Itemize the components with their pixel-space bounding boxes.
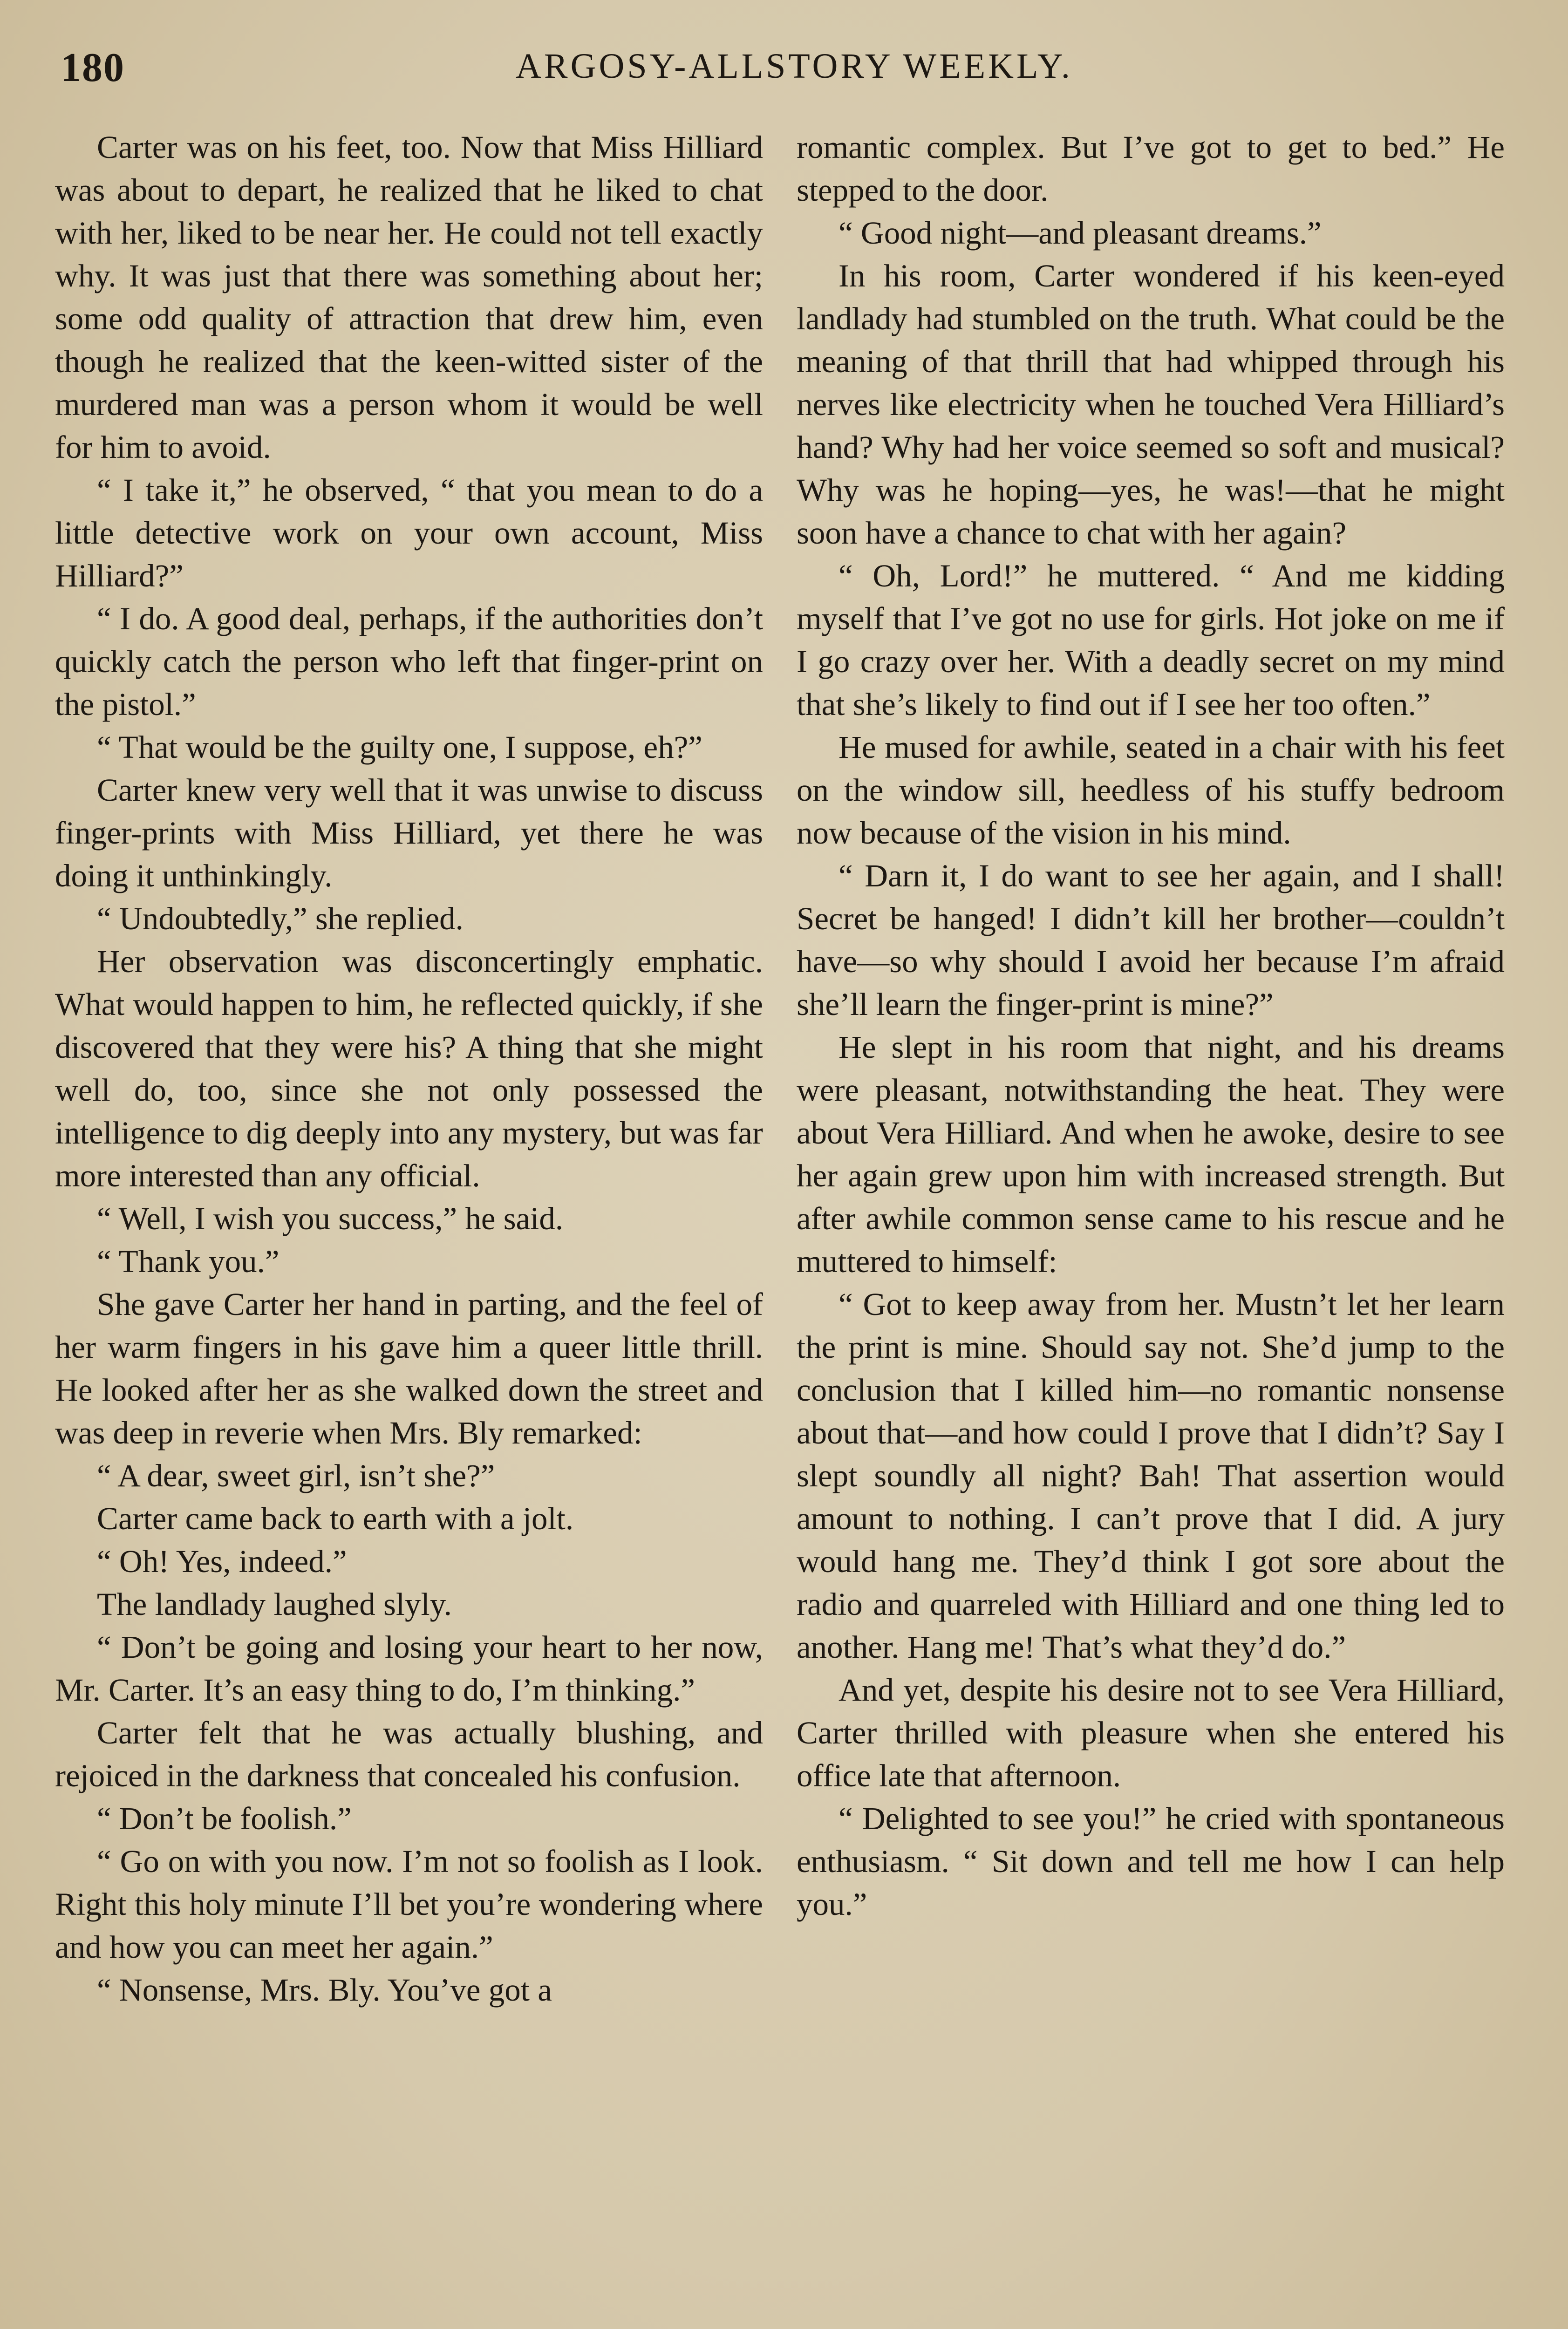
paragraph: “ Got to keep away from her. Mustn’t let her learn the print is mine. Should say not. She’d jump to the conclusion that I killed him—no romantic nonsense about that—and how could I prove that I didn’t? Say I slept soundly all night? Bah! That assertion would amount to nothing. I can’t prove that I did. A jury would hang me. They’d think I got sore about the radio and quarreled with Hilliard and one thing led to another. Hang me! That’s what they’d do.” [797, 1287, 1505, 1665]
paragraph: The landlady laughed slyly. [97, 1587, 452, 1622]
paragraph: “ Darn it, I do want to see her again, and I shall! Secret be hanged! I didn’t kill her brother—couldn’t have—so why should I avoid her because I’m afraid she’ll learn the finger-print is mine?” [797, 858, 1505, 1022]
paragraph: “ Well, I wish you success,” he said. [97, 1201, 564, 1236]
paragraph: He mused for awhile, seated in a chair with his feet on the window sill, heedless of his stuffy bedroom now because of the vision in his mind. [797, 729, 1505, 851]
paragraph: “ Nonsense, Mrs. Bly. You’ve got a [97, 1972, 552, 2008]
paragraph: “ Good night—and pleasant dreams.” [839, 215, 1322, 251]
paragraph: “ Oh, Lord!” he muttered. “ And me kidding myself that I’ve got no use for girls. Hot joke on me if I go crazy over her. With a deadly secret on my mind that she’s likely to find out if I see her too often.” [797, 558, 1505, 722]
page-number: 180 [61, 45, 125, 90]
paragraph: “ Go on with you now. I’m not so foolish as I look. Right this holy minute I’ll bet you’re wondering where and how you can meet her again.” [55, 1844, 763, 1965]
paragraph: Her observation was disconcertingly emphatic. What would happen to him, he reflected quickly, if she discovered that they were his? A thing that she might well do, too, since she not only possessed the intelligence to dig deeply into any mystery, but was far more interested than any official. [55, 944, 763, 1193]
paragraph: “ A dear, sweet girl, isn’t she?” [97, 1458, 495, 1493]
paragraph: “ Don’t be foolish.” [97, 1801, 352, 1836]
paragraph: And yet, despite his desire not to see Vera Hilliard, Carter thrilled with pleasure when she entered his office late that afternoon. [797, 1672, 1505, 1793]
paragraph: Carter came back to earth with a jolt. [97, 1501, 574, 1536]
paragraph: “ I do. A good deal, perhaps, if the authorities don’t quickly catch the person who left that finger-print on the pistol.” [55, 601, 763, 722]
paragraph-continuation: romantic complex. But I’ve got to get to bed.” He stepped to the door. [797, 129, 1505, 208]
left-column [55, 126, 763, 2011]
right-column [797, 126, 1505, 1926]
paragraph: She gave Carter her hand in parting, and the feel of her warm fingers in his gave him a queer little thrill. He looked after her as she walked down the street and was deep in reverie when Mrs. Bly remarked: [55, 1287, 763, 1451]
paragraph: “ Don’t be going and losing your heart to her now, Mr. Carter. It’s an easy thing to do, I’m thinking.” [55, 1629, 763, 1708]
paragraph: In his room, Carter wondered if his keen-eyed landlady had stumbled on the truth. What could be the meaning of that thrill that had whipped through his nerves like electricity when he touched Vera Hilliard’s hand? Why had her voice seemed so soft and musical? Why was he hoping—yes, he was!—that he might soon have a chance to chat with her again? [797, 258, 1505, 551]
running-head: ARGOSY-ALLSTORY WEEKLY. [516, 47, 1073, 86]
paragraph: He slept in his room that night, and his dreams were pleasant, notwithstanding the heat. They were about Vera Hilliard. And when he awoke, desire to see her again grew upon him with increased strength. But after awhile common sense came to his rescue and he muttered to himself: [797, 1029, 1505, 1279]
paragraph: “ Oh! Yes, indeed.” [97, 1544, 347, 1579]
paragraph: “ Thank you.” [97, 1244, 280, 1279]
page-header [61, 44, 1528, 95]
paragraph: “ Undoubtedly,” she replied. [97, 901, 464, 936]
paragraph: “ That would be the guilty one, I suppose, eh?” [97, 729, 702, 765]
paragraph: “ Delighted to see you!” he cried with spontaneous enthusiasm. “ Sit down and tell me how I can help you.” [797, 1801, 1505, 1922]
paragraph: “ I take it,” he observed, “ that you mean to do a little detective work on your own account, Miss Hilliard?” [55, 472, 763, 593]
paragraph: Carter knew very well that it was unwise to discuss finger-prints with Miss Hilliard, yet there he was doing it unthinkingly. [55, 772, 763, 893]
paragraph: Carter felt that he was actually blushing, and rejoiced in the darkness that concealed his confusion. [55, 1715, 763, 1793]
paragraph: Carter was on his feet, too. Now that Miss Hilliard was about to depart, he realized that he liked to chat with her, liked to be near her. He could not tell exactly why. It was just that there was something about her; some odd quality of attraction that drew him, even though he realized that the keen-witted sister of the murdered man was a person whom it would be well for him to avoid. [55, 129, 763, 465]
